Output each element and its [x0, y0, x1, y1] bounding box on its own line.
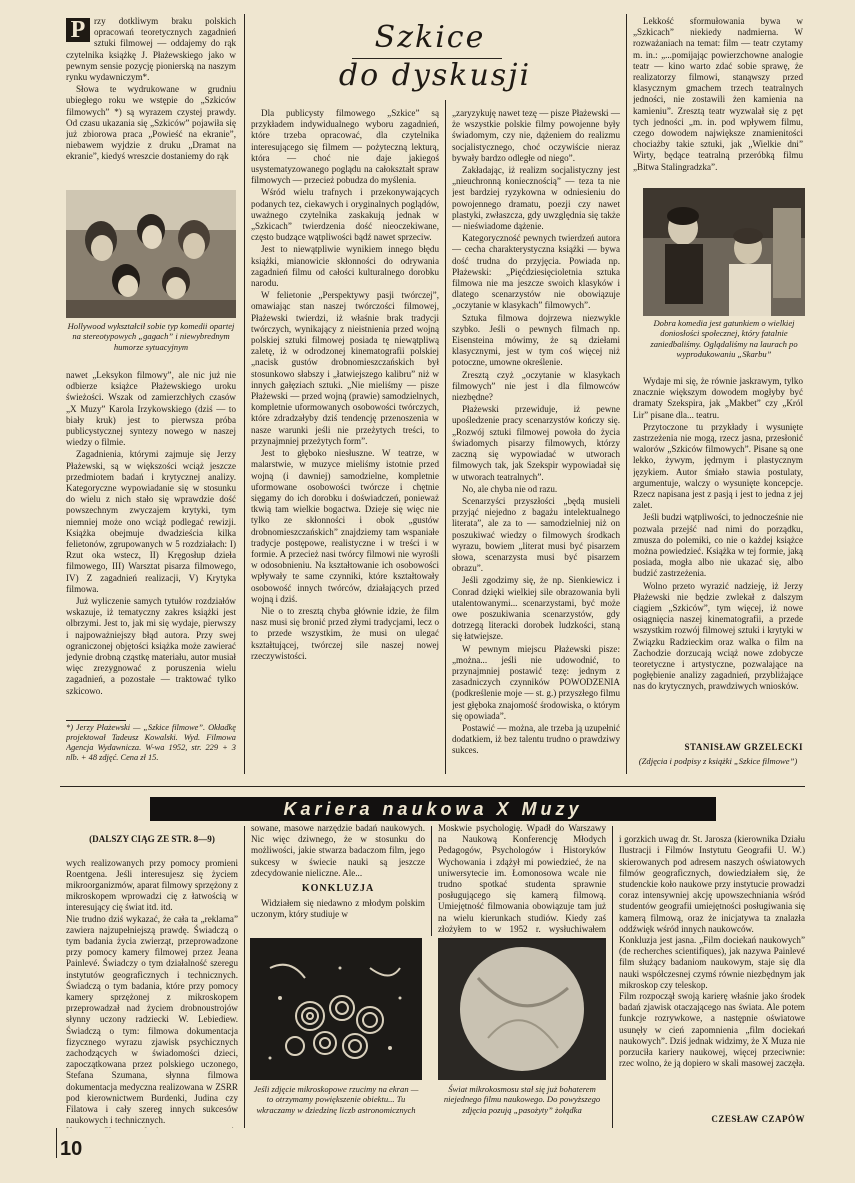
paragraph: Wśród wielu trafnych i przekonywających podanych tez, ciekawych i oryginalnych poglądów, uważnego czytelnika zaskakują jednak w „Szkicach” twierdzenia dość nieoczekiwane, często budzące wątpliwości bądź nawet sprzeciw. — [251, 187, 439, 243]
photo-microscope-parasite — [438, 938, 606, 1080]
column-rule — [244, 826, 245, 1128]
column-rule — [431, 826, 432, 936]
paragraph: W pewnym miejscu Płażewski pisze: „można... jeśli nie udowodnić, to przynajmniej postawić tezę: jednym z zasadniczych czynników POWODZENIA (podkreślenie moje — st. g.) przyszłego filmu jest głęboka znajomość środowiska, o którym się opowiada”. — [452, 643, 620, 721]
photo-comedy-skarb — [643, 188, 805, 316]
photo-microscope-spirals — [250, 938, 422, 1080]
paragraph: nawet „Leksykon filmowy”, ale nic już nie odbierze książce Płażewskiego uroku świeżości. Wszak od zamierzchłych czasów „X Muzy” Karola Irzykowskiego (dziś — to biały kruk) jest to pierwsza próba publicystycznej syntezy nowego w naszej wiedzy o filmie. — [66, 370, 236, 448]
column-rule — [445, 100, 446, 774]
column-4-bottom — [633, 376, 803, 706]
paragraph: Zagadnienia, którymi zajmuje się Jerzy Płażewski, są w większości wciąż jeszcze przedmiotem badań i krytycznej analizy. Kategoryczne wypowiadanie się w stosunku do wielu z nich stało się wprawdzie dość powszechnym zwyczajem krytyki, tym niemniej może ono wciąż podlegać rewizji. Książka obejmuje dwadzieścia kilka felietonów, zgrupowanych w 5 rozdziałach: I) Rzut oka wstecz, II) Kręgosłup dzieła filmowego, III) Warsztat pisarza filmowego, IV) Z zagadnień realizacji, V) Krytyka filmowa. — [66, 449, 236, 594]
paragraph: Wydaje mi się, że równie jaskrawym, tylko znacznie większym dowodem mogłyby być dramaty Szekspira, jak „Makbet” czy „Król Lir” pisane dla... teatru. — [633, 376, 803, 420]
photo-caption: Hollywood wykształcił sobie typ komedii opartej na stereotypowych „gagach” i niewybrednym humorze sytuacyjnym — [67, 321, 235, 352]
column-rule — [612, 826, 613, 1128]
paragraph: wych realizowanych przy pomocy promieni Roentgena. Jeśli interesujesz się życiem mikroorganizmów, aparat filmowy sprzężony z mikroskopem wprowadzi cię z łatwością w interesujący cię świat itd. itd. Nie trudno dziś wykazać, że cała ta „reklama” zawiera najzupełniejszą prawdę. Świadczą o tym badania życia zwierząt, przeprowadzone przy pomocy kamery filmowej przez Jeana Painlevé. Świadczy o tym działalność szeregu instytutów geograficznych i technicznych. Świadczą o tym badania, które przy pomocy kamery sprzężonej z mikroskopem przeprowadzał nad życiem drobnoustrojów słynny uczony radziecki W. Lebiediew. Świadczą o tym: filmowa dokumentacja fizycznego wyrazu zjawisk psychicznych zachodzących w świadomości dzieci, zapoczątkowana przez polskiego uczonego, Stefana Szumana, słynna filmowa dokumentacja medyczna realizowana w ZSRR pod kierownictwem Burdenki, Judina czy Filatowa i cały szereg innych sukcesów naukowych i technicznych. — [66, 857, 238, 1126]
continued-note: (DALSZY CIĄG ZE STR. 8—9) — [89, 834, 215, 845]
column-rule — [626, 14, 627, 774]
paragraph: i gorzkich uwag dr. St. Jarosza (kierownika Działu Ilustracji i Filmów Instytutu Geografii U. W.) skierowanych pod adresem naszych oświatowych filmów geograficznych, dowiedziałem się, że studenckie koło naukowe przy instytucie prowadzi coraz intensywniej akcję upowszechniania wśród studentów geografii umiejętności posługiwania się kamerą filmową, oraz że inicjatywa ta znalazła oddźwięk wśród innych naukowców. Konkluzja jest jasna. „Film dociekań naukowych” (de recherches scientifiques), jak nazywa Painlevé film służący badaniom naukowym, staje się dla nauki współczesnej czymś równie niezbędnym jak mikroskop czy teleskop. Film rozpoczął swoją karierę właśnie jako środek badań zjawisk otaczającego nas świata. Ale potem funkcje rozrywkowe, a następnie oświatowe usunęły w cień zapomnienia „film dociekań naukowych”. Dziś jednak widzimy, że X Muza nie porzuciła kariery naukowej, więcej przeciwnie: rzec wolno, że ją dopiero w skali masowej zaczęła. — [619, 834, 805, 1069]
paragraph: Jeśli budzi wątpliwości, to jednocześnie nie pozwala przejść nad nimi do porządku, zmusza do polemiki, co nie o każdej książce można powiedzieć. Książka w tej formie, jaką posiada, mogła albo nie ukazać się, albo budzić zastrzeżenia. — [633, 512, 803, 579]
section-title: Szkice — [374, 20, 486, 55]
paragraph: Dla publicysty filmowego „Szkice” są przykładem indywidualnego wyboru zagadnień, które trzeba opracować, dla czytelnika interesującego się filmem — pożyteczną lekturą, która — choć nie daje jakiegoś usystematyzowanego poglądu na całokształt spraw filmowych — przecież pobudza do myślenia. — [251, 108, 439, 186]
section-divider — [60, 786, 805, 787]
paragraph: Jeśli zgodzimy się, że np. Sienkiewicz i Conrad dzięki wielkiej sile obrazowania byli utalentowanymi... scenarzystami, być może owe poszukiwania scenarzystów, gdy dotrzegą literacki dorobek ludzkości, staną się łatwiejsze. — [452, 575, 620, 642]
column-4-top — [633, 16, 803, 186]
photo-caption: Dobra komedia jest gatunkiem o wielkiej doniosłości społecznej, który fatalnie zaniedbaliśmy. Oglądaliśmy na laurach po wyprodukowaniu „Skarbu” — [650, 318, 798, 360]
paragraph: No, ale chyba nie od razu. — [462, 483, 558, 494]
paragraph: Scenarzyści przyszłości „będą musieli przyjąć niejedno z bagażu intelektualnego literata”, ale za to — samodzielniej niż on poszukiwać wiedzy o filmowych środkach wyrazu, bowiem „literat musi być pisarzem słowa, scenarzysta musi być pisarzem obrazu”. — [452, 495, 620, 574]
paragraph: Jest to niewątpliwie wynikiem innego błędu książki, mianowicie skłonności do odrywania zagadnień filmu od całości kulturalnego dorobku narodu. — [251, 244, 439, 289]
paragraph: Moskwie psychologię. Wpadł do Warszawy na Naukową Konferencję Młodych Pedagogów, Psychologów i Historyków Wychowania i zdążył mi powiedzieć, że na uniwersytecie im. Łomonosowa wcale nie trudno spotkać studenta sprawnie posługującego się kamerą filmową. Umiejętność filmowania obowiązuje tam już na wielu kierunkach studiów. Kiedy zaś złożyłem to w 1952 r. wysłuchiwałem — [438, 823, 606, 934]
photo-hollywood-comedy — [66, 190, 236, 318]
paragraph: Lekkość sformułowania bywa w „Szkicach” niekiedy nadmierna. W rozważaniach na temat: film — teatr czytamy m. in.: „...pomijając powierzchowne analogie teatr — kino warto zdać sobie sprawę, że realizatorzy filmowi, stanąwszy przed klasycznym gmachem trzech teatralnych jedności, nie zostawili żen kamienia na kamieniu”. Zresztą teatr wyzwalał się z pęt tych jedności „m. in. pod wpływem filmu, czego dowodem największe znamienitości chociażby takie sztuki, jak „Wielkie dni” Wirty, będące teatralną przeróbką filmu „Bitwa Stalingradzka”. — [633, 16, 803, 172]
paragraph: Wolno przeto wyrazić nadzieję, iż Jerzy Płażewski nie będzie zwlekał z dalszym ciągiem „Szkiców”, tym więcej, iż nowe osiągnięcia naszej kinematografii, a przede wszystkim rozwój filmowej sztuki i krytyki w Związku Radzieckim oraz walka o film na Zachodzie dorzucają wciąż nowe zdobycze teoretyczne i artystyczne, pozwalające na pogłębienie analizy zagadnień, przybliżające nas do krytycznych, prawdziwych wniosków. — [633, 580, 803, 692]
paragraph: Kategoryczność pewnych twierdzeń autora — cecha charakterystyczna książki — bywa dość trudna do przyjęcia. Powiada np. Płażewski: „Pięćdziesięcioletnia sztuka filmowa nie ma jeszcze swoich klasyków i dlatego scenarzystów nie obowiązuje „oczytanie w klasykach” filmowych”. — [452, 233, 620, 311]
article2-column-3 — [438, 823, 606, 935]
paragraph: Widziałem się niedawno z młodym polskim uczonym, który studiuje w — [251, 898, 425, 920]
article2-column-4 — [619, 823, 805, 1113]
section-subtitle: do dyskusji — [338, 58, 532, 93]
paragraph: Płażewski przewiduje, iż pewne upośledzenie pracy scenarzystów kończy się. „Rozwój sztuki filmowej powoła do życia świadomych pisarzy filmowych, którzy zaczną się wypowiadać w utworach filmowych tak, jak Szekspir wypowiadał się w utworach teatralnych”. — [452, 404, 620, 482]
signature-note: (Zdjęcia i podpisy z książki „Szkice filmowe”) — [638, 756, 798, 766]
paragraph: rzy dotkliwym braku polskich opracowań teoretycznych zagadnień sztuki filmowej — oddajemy do rąk czytelnika książkę J. Płażewskiego jako w pewnym sensie pozycję pionierską na naszym rynku wydawniczym*. — [66, 16, 236, 83]
paragraph: Nie o to zresztą chyba głównie idzie, że film nasz musi się bronić przed złymi tradycjami, lecz o to przede wszystkim, że musi on ulegać kształtującej, twórczej sile naszej nowej rzeczywistości. — [251, 605, 439, 661]
paragraph: Zakładając, iż realizm socjalistyczny jest „nieuchronną koniecznością” — teza ta nie jest bardziej ryzykowna w odniesieniu do powojennego dramatu, poezji czy nawet plastyki, zwłaszcza, gdy uwzględnia się także — nieświadome dążenie. — [452, 165, 620, 232]
paragraph: „zaryzykuję nawet tezę — pisze Płażewski — że wszystkie polskie filmy powojenne były świadomym, czy nie, dążeniem do realizmu socjalistycznego, choć oczywiście nieraz bywały bardzo odległe od niego”. — [452, 108, 620, 163]
author-signature: STANISŁAW GRZELECKI — [684, 742, 803, 752]
paragraph: Słowa te wydrukowane w grudniu ubiegłego roku we wstępie do „Szkiców filmowych” *) są wyrazem czystej prawdy. Od czasu ukazania się „Szkiców” pojawiła się już zbiorowa praca „Powieść na ekranie”, niebawem wyjdzie z druku „Dramat na ekranie”, kiedyś wreszcie dostaniemy do rąk — [66, 84, 236, 162]
paragraph: W felietonie „Perspektywy pasji twórczej”, omawiając stan naszej twórczości filmowej, Płażewski twierdzi, iż właśnie brak tradycji twórczych, wynikający z nieistnienia przed wojną polskiej sztuki filmowej posiada tę niewątpliwą zaletę, iż w odrodzonej kinematografii polskiej „nacisk gustów drobnomieszczańskich był stosunkowo słabszy i „łatwiejszego kalibru” niż w innych gałęziach sztuki. „Nie mieliśmy — pisze Płażewski — przed wojną (prawie) samodzielnych, kompletnie uformowanych osobowości twórczych, które zdradzałyby dziś tendencję przenoszenia w nasze warunki jeśli nie przeżytych treści, to przynajmniej przeżytych form”. — [251, 290, 439, 446]
photo-caption: Świat mikrokosmosu stał się już bohaterem niejednego filmu naukowego. Do powyższego zdjęcia pozują „pasożyty” żołądka — [443, 1084, 601, 1115]
photo-caption: Jeśli zdjęcie mikroskopowe rzucimy na ekran — to otrzymamy powiększenie obiektu... Tu wkraczamy w dziedzinę liczb astronomicznych — [253, 1084, 419, 1115]
page-number: 10 — [60, 1138, 83, 1160]
author-signature: CZESŁAW CZAPÓW — [711, 1114, 805, 1124]
footnote: *) Jerzy Płażewski — „Szkice filmowe”. Okładkę projektował Tadeusz Kowalski. Wyd. Filmowa Agencja Wydawnicza. W-wa 1952, str. 229 + 3 nlb. + 48 zdjęć. Cena zł 15. — [66, 723, 236, 762]
paragraph: Już wyliczenie samych tytułów rozdziałów wskazuje, iż tematyczny zakres książki jest olbrzymi. Jest to, jak mi się wydaje, pierwszy i najpoważniejszy błąd autora. Przy swej ograniczonej objętości książka może zawierać jedynie drobną cząstkę materiału, autor musiał więc zrezygnować z poruszenia wielu zagadnień, a pozostałe — traktować tylko szkicowo. — [66, 596, 236, 696]
column-1-top — [66, 16, 236, 188]
column-1-bottom — [66, 370, 236, 718]
paragraph: sowane, masowe narzędzie badań naukowych. Nic więc dziwnego, że w stosunku do możliwości, jakie stwarza badaczom film, jego sukcesy w świecie nauki są jeszcze zdecydowanie nieliczne. Ale... — [251, 823, 425, 878]
drop-cap: P — [66, 18, 90, 42]
article-banner: Kariera naukowa X Muzy — [150, 797, 716, 821]
paragraph: Sztuka filmowa dojrzewa niezwykle szybko. Jeśli o pewnych filmach np. Eisensteina mówimy, że są dziełami klasycznymi, jest w tym coś więcej niż potoczne, umowne określenie. — [452, 312, 620, 368]
footnote-rule — [66, 720, 126, 721]
article2-column-2 — [251, 823, 425, 935]
paragraph: Postawić — można, ale trzeba ją uzupełnić dodatkiem, iż bez talentu trudno o prawdziwy sukces. — [452, 722, 620, 756]
column-2 — [251, 108, 439, 774]
column-3 — [452, 108, 620, 774]
article2-column-1 — [66, 823, 238, 1128]
paragraph: Przytoczone tu przykłady i wysunięte zastrzeżenia nie mogą, rzecz jasna, przesłonić walorów „Szkiców filmowych”. Pisane są one lekko, żywym, jędrnym i plastycznym językiem. Autor śmiało stawia postulaty, argumentuje, walczy o wysunięte koncepcje. Rzecz napisana jest z pasją i jest to jedna z jej zalet. — [633, 421, 803, 511]
page-corner-rule — [56, 1128, 57, 1158]
paragraph: Zresztą czyż „oczytanie w klasykach filmowych” nie jest i dla filmowców niezbędne? — [452, 369, 620, 403]
subheading: KONKLUZJA — [301, 883, 375, 895]
paragraph: Jest to głęboko niesłuszne. W teatrze, w malarstwie, w muzyce mieliśmy istotnie przed wojną (i dawniej) samodzielne, kompletnie uformowane osobowości twórcze i chętnie sięgamy do ich dorobku i doświadczeń, ponieważ tkwią tam wielkie bogactwa. Dzieje się więc nie tylko ze skłonności i obok „gustów drobnomieszczańskich” znajdziemy tam wspaniałe tradycje postępowe, realistyczne i w treści i w formie. A przecież nasi twórcy filmowi nie wyrośli w odosobnieniu. Na kształtowanie ich osobowości wpływały te same czynniki, które kształtowały osobowość innych twórców, działających przed wojną i dziś. — [251, 448, 439, 604]
column-rule — [244, 14, 245, 774]
